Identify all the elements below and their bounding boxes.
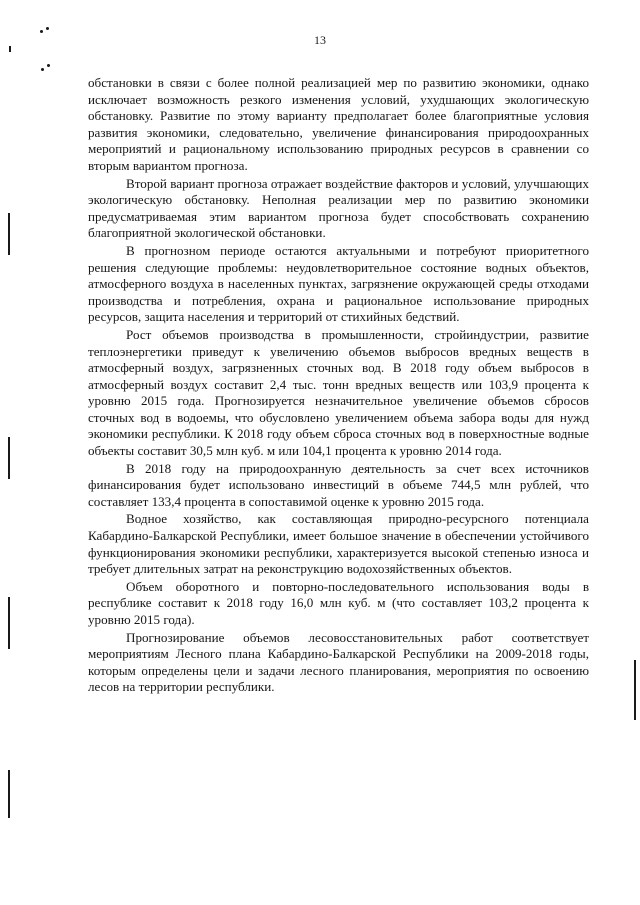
paragraph: В 2018 году на природоохранную деятельность за счет всех источников финансирования будет использовано инвестиций в объеме 744,5 млн рублей, что составляет 133,4 процента в сопоставимой оценке к уровню 2015 года. xyxy=(88,460,589,509)
paragraph: Второй вариант прогноза отражает воздействие факторов и условий, улучшающих экологическую обстановку. Неполная реализации мер по развитию экономики предусматриваемая этим вариантом прогноза будет способствовать сохранению благоприятной экологической обстановки. xyxy=(88,175,589,241)
scan-mark xyxy=(8,770,10,818)
scan-mark xyxy=(8,437,10,479)
body-text xyxy=(88,75,589,696)
paragraph: Прогнозирование объемов лесовосстановительных работ соответствует мероприятиям Лесного плана Кабардино-Балкарской Республики на 2009-2018 годы, которым определены цели и задачи лесного планирования, мероприятия по освоению лесов на территории республики. xyxy=(88,629,589,695)
scan-speck xyxy=(47,64,50,67)
paragraph: Объем оборотного и повторно-последовательного использования воды в республике составит к 2018 году 16,0 млн куб. м (что составляет 103,2 процента к уровню 2015 года). xyxy=(88,578,589,627)
scan-mark xyxy=(634,660,636,720)
paragraph: В прогнозном периоде остаются актуальными и потребуют приоритетного решения следующие проблемы: неудовлетворительное состояние водных объектов, атмосферного воздуха в населенных пунктах, загрязнение окружающей среды отходами производства и потребления, охрана и рациональное использование природных ресурсов, защита населения и территорий от стихийных бедствий. xyxy=(88,242,589,325)
scan-mark xyxy=(8,213,10,255)
paragraph: обстановки в связи с более полной реализацией мер по развитию экономики, однако исключает возможность резкого изменения условий, ухудшающих экологическую обстановку. Развитие по этому варианту предполагает более благоприятные условия развития экономики, следовательно, увеличение финансирования природоохранных мероприятий и рациональному использованию природных ресурсов в сравнении со вторым вариантом прогноза. xyxy=(88,75,589,173)
scan-speck xyxy=(41,68,44,71)
scan-speck xyxy=(46,27,49,30)
scan-mark xyxy=(8,597,10,649)
paragraph: Рост объемов производства в промышленности, стройиндустрии, развитие теплоэнергетики приведут к увеличению объемов выбросов вредных веществ в атмосферный воздух, загрязненных сточных вод. В 2018 году объем выбросов в атмосферный воздух составит 2,4 тыс. тонн вредных веществ или 103,9 процента к уровню 2015 года. Прогнозируется незначительное увеличение объемов сбросов сточных вод в водоемы, что обусловлено увеличением объема забора воды для нужд экономики республики. К 2018 году объем сброса сточных вод в поверхностные водные объекты составит 30,5 млн куб. м или 104,1 процента к уровню 2014 года. xyxy=(88,326,589,459)
page-number: 13 xyxy=(314,33,326,47)
paragraph: Водное хозяйство, как составляющая природно-ресурсного потенциала Кабардино-Балкарской Республики, имеет большое значение в обеспечении устойчивого функционирования экономики республики, характеризуется высокой степенью износа и требует длительных затрат на реконструкцию водохозяйственных объектов. xyxy=(88,511,589,577)
